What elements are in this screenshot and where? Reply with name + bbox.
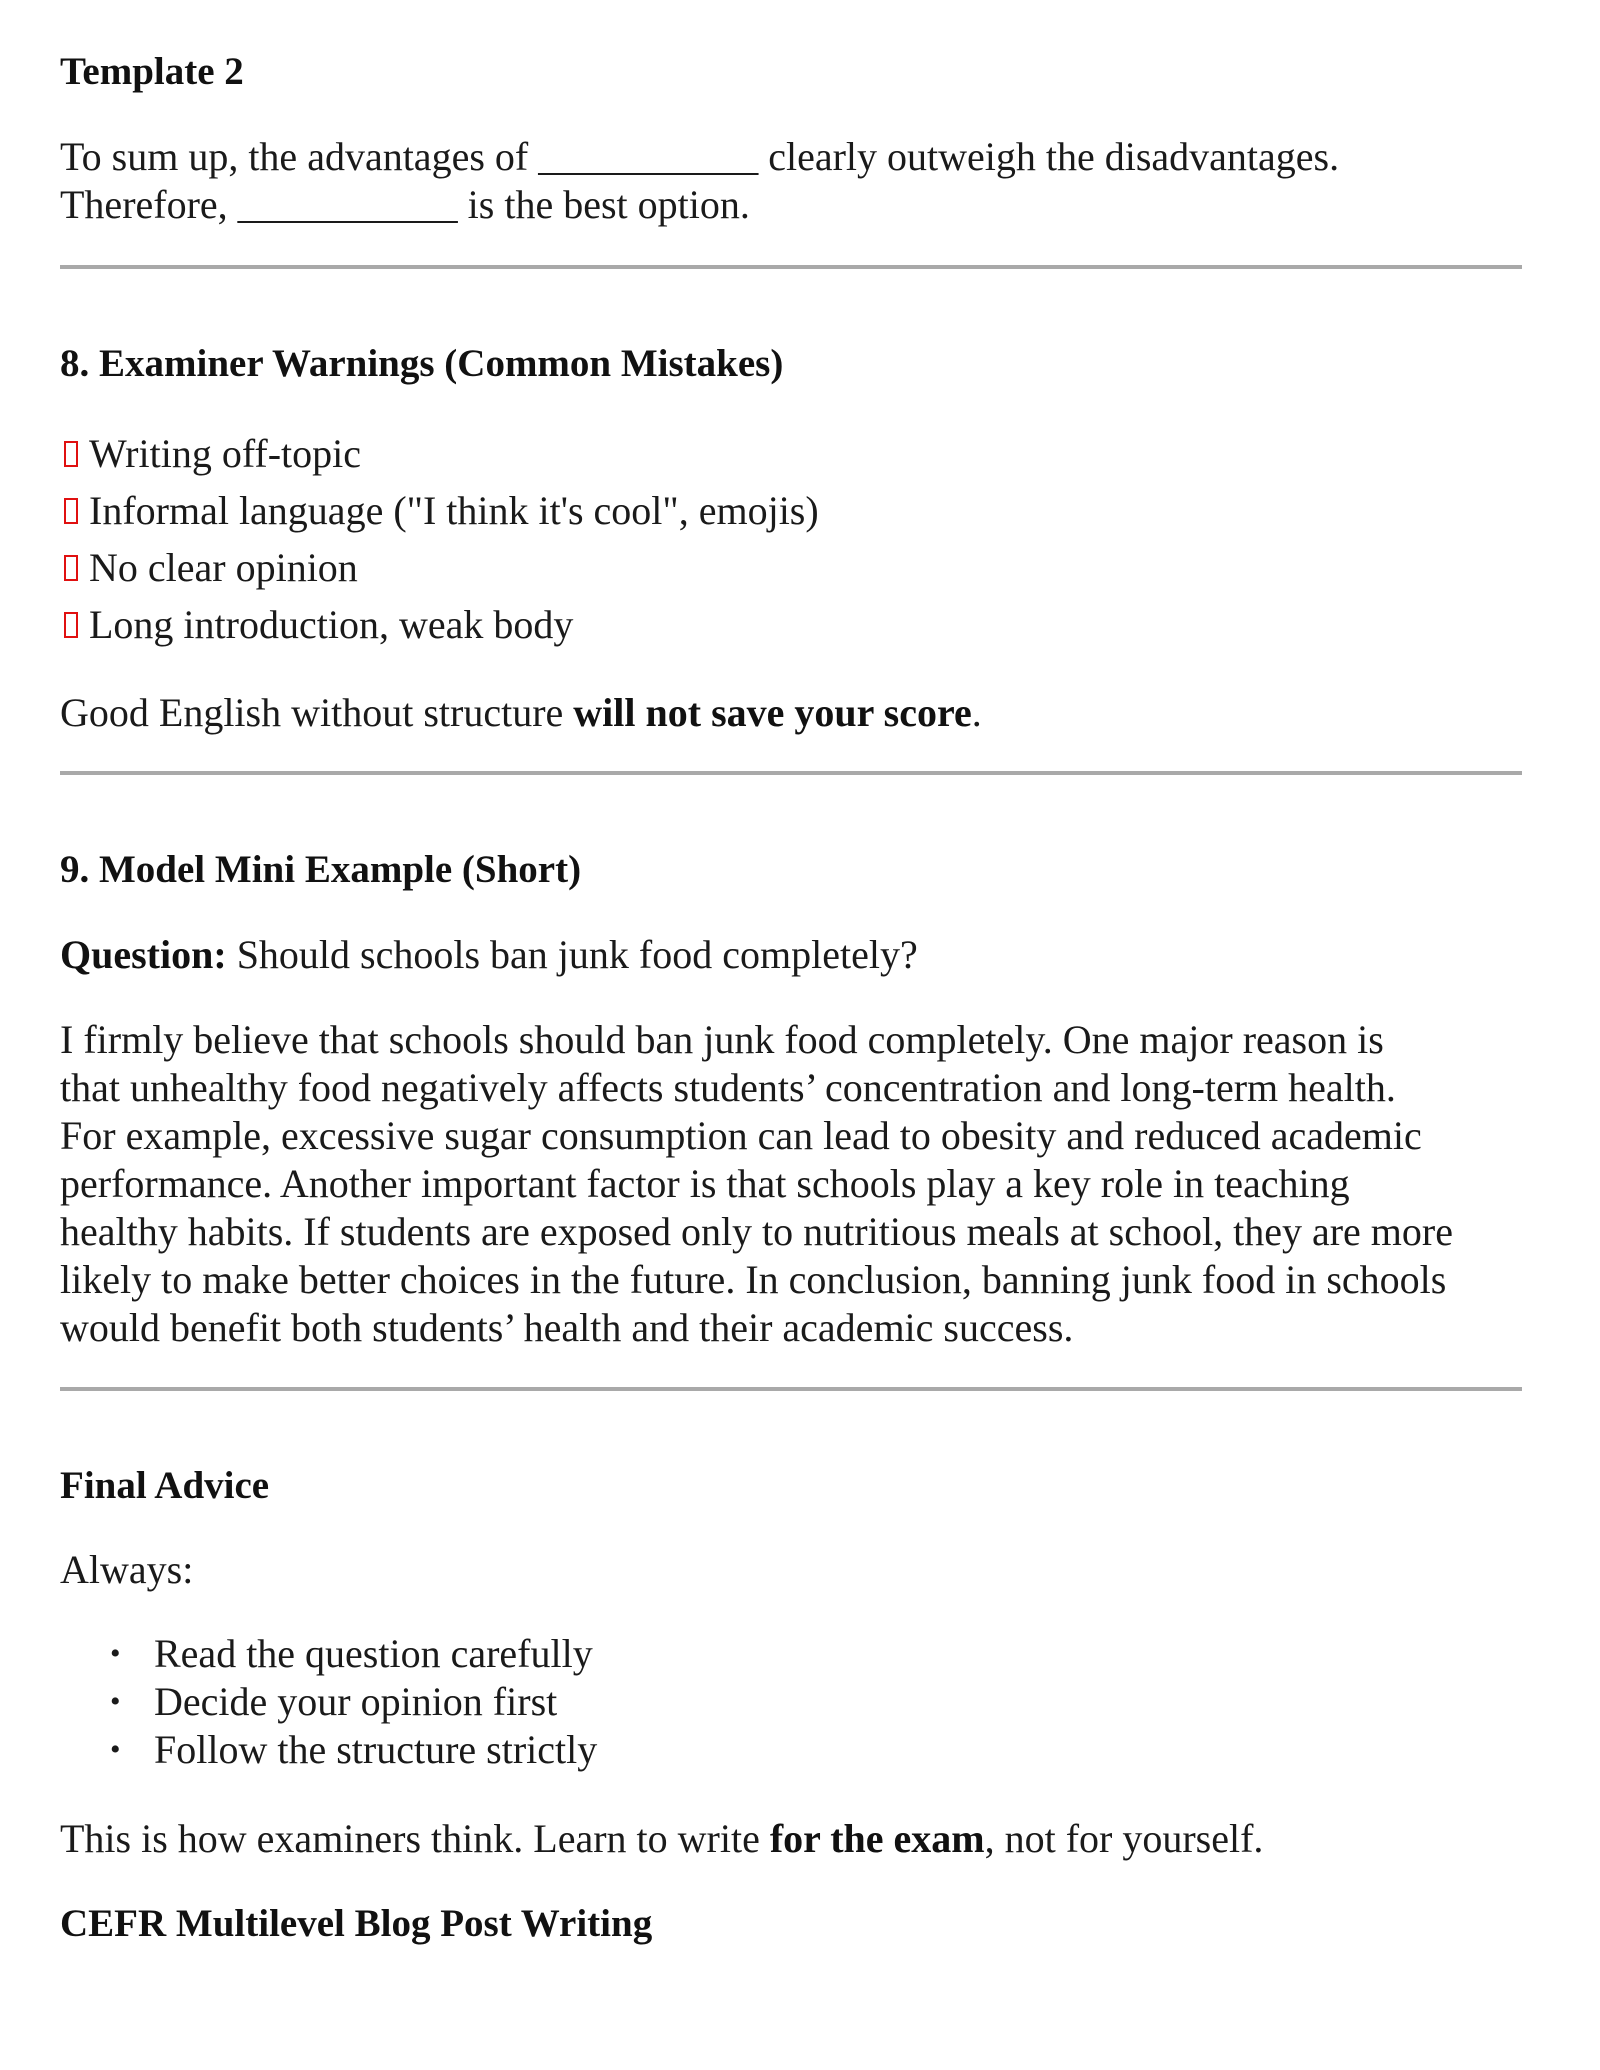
warning-item — [60, 425, 819, 482]
section-divider — [60, 771, 1522, 775]
question-text: Should schools ban junk food completely? — [236, 932, 918, 977]
template2-line1-prefix: To sum up, the advantages of — [60, 134, 529, 179]
warnings-list — [60, 425, 819, 653]
final-advice-closing — [60, 1815, 1263, 1863]
template2-heading: Template 2 — [60, 50, 244, 93]
warning-icon — [64, 555, 78, 581]
model-answer-line: would benefit both students’ health and their academic success. — [60, 1305, 1074, 1350]
warning-icon — [64, 612, 78, 638]
template2-line-1 — [60, 133, 1339, 181]
warning-text: Informal language ("I think it's cool", emojis) — [89, 488, 819, 533]
footer-heading: CEFR Multilevel Blog Post Writing — [60, 1902, 653, 1945]
template2-line2-suffix: is the best option. — [467, 182, 750, 227]
warning-text: Long introduction, weak body — [89, 602, 574, 647]
section-divider — [60, 1387, 1522, 1391]
closing-bold: for the exam — [769, 1816, 985, 1861]
advice-item — [110, 1726, 598, 1774]
bullet-icon: • — [110, 1733, 121, 1766]
template2-line2-prefix: Therefore, — [60, 182, 228, 227]
warning-text: Writing off-topic — [89, 431, 362, 476]
advice-item-text: Decide your opinion first — [154, 1679, 558, 1724]
section8-note — [60, 689, 982, 737]
section-divider — [60, 265, 1522, 269]
advice-item — [110, 1630, 597, 1678]
section8-note-prefix: Good English without structure — [60, 690, 564, 735]
bullet-icon: • — [110, 1685, 121, 1718]
question-line — [60, 931, 918, 979]
warning-icon — [64, 441, 78, 467]
warning-item — [60, 539, 819, 596]
template2-blank: ___________ — [538, 134, 759, 179]
model-answer-line: performance. Another important factor is that schools play a key role in teaching — [60, 1161, 1350, 1206]
advice-item-text: Follow the structure strictly — [154, 1727, 598, 1772]
template2-line-2 — [60, 181, 750, 229]
advice-item — [110, 1678, 597, 1726]
advice-list — [60, 1630, 597, 1774]
final-advice-heading: Final Advice — [60, 1464, 270, 1507]
bullet-icon: • — [110, 1637, 121, 1670]
template2-line1-suffix: clearly outweigh the disadvantages. — [768, 134, 1340, 179]
warning-text: No clear opinion — [89, 545, 358, 590]
model-answer-line: likely to make better choices in the future. In conclusion, banning junk food in schools — [60, 1257, 1447, 1302]
template2-blank: ___________ — [237, 182, 458, 227]
warning-item — [60, 482, 819, 539]
model-answer-line: that unhealthy food negatively affects students’ concentration and long-term health. — [60, 1065, 1396, 1110]
warning-icon — [64, 498, 78, 524]
advice-item-text: Read the question carefully — [154, 1631, 593, 1676]
section8-note-bold: will not save your score — [573, 690, 972, 735]
section8-heading: 8. Examiner Warnings (Common Mistakes) — [60, 342, 784, 385]
question-label: Question: — [60, 932, 227, 977]
section8-note-suffix: . — [971, 690, 982, 735]
model-answer-line: healthy habits. If students are exposed only to nutritious meals at school, they are more — [60, 1209, 1453, 1254]
closing-suffix: , not for yourself. — [984, 1816, 1264, 1861]
model-answer — [60, 1016, 1453, 1352]
closing-prefix: This is how examiners think. Learn to write — [60, 1816, 760, 1861]
section9-heading: 9. Model Mini Example (Short) — [60, 848, 582, 891]
model-answer-line: For example, excessive sugar consumption can lead to obesity and reduced academic — [60, 1113, 1422, 1158]
final-advice-intro: Always: — [60, 1547, 194, 1592]
warning-item — [60, 596, 819, 653]
model-answer-line: I firmly believe that schools should ban junk food completely. One major reason is — [60, 1017, 1384, 1062]
